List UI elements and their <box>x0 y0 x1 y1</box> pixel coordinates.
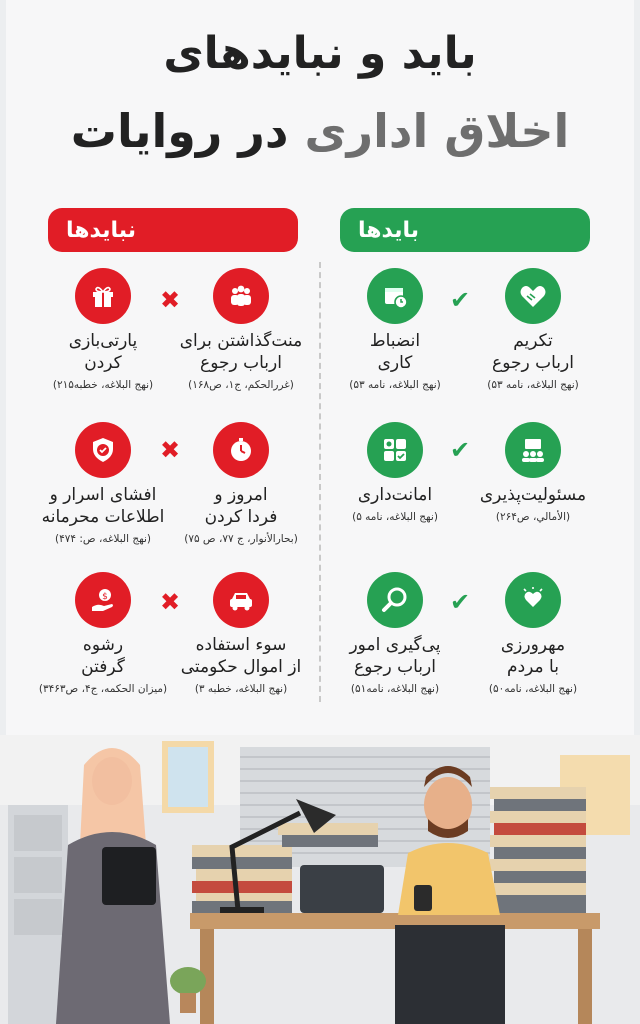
do-item-label: پی‌گیری امور ارباب رجوع <box>349 635 441 677</box>
team-board-icon <box>505 422 561 478</box>
dont-item <box>166 572 316 695</box>
dont-item-source: (غررالحکم، ج۱، ص۱۶۸) <box>188 379 294 391</box>
gift-icon <box>75 268 131 324</box>
dont-item <box>28 422 181 545</box>
dont-header: نبایدها <box>48 208 298 252</box>
dont-item-source: (نهج البلاغه، ص: ۴۷۴) <box>55 533 151 545</box>
money-hand-icon <box>75 572 131 628</box>
do-header: بایدها <box>340 208 590 252</box>
dont-item-source: (میزان الحکمه، ج۴، ص۳۴۶۳) <box>38 683 168 695</box>
title-gray-part: اخلاق اداری <box>304 104 570 158</box>
stopwatch-icon <box>213 422 269 478</box>
do-item-source: (نهج البلاغه، نامه۵۱) <box>350 683 440 695</box>
do-item <box>320 268 470 391</box>
dont-item-source: (نهج البلاغه، خطبه۲۱۵) <box>52 379 154 391</box>
office-illustration <box>0 735 640 1024</box>
check-icon: ✔ <box>450 286 471 314</box>
dont-item-label: سوء استفاده از اموال حکومتی <box>180 635 302 677</box>
trust-icon <box>367 422 423 478</box>
dont-item-label: امروز و فردا کردن <box>204 485 278 527</box>
calendar-clock-icon <box>367 268 423 324</box>
do-item <box>320 422 470 523</box>
check-icon: ✔ <box>450 436 471 464</box>
shield-check-icon <box>75 422 131 478</box>
do-item <box>458 268 608 391</box>
dont-item <box>28 268 181 391</box>
dont-item <box>28 572 181 695</box>
do-item <box>458 422 608 523</box>
dont-item-label: منت‌گذاشتن برای ارباب رجوع <box>179 331 303 373</box>
people-group-icon <box>213 268 269 324</box>
dont-item-source: (بحارالأنوار، ج ۷۷، ص ۷۵) <box>184 533 298 545</box>
check-icon: ✔ <box>450 588 471 616</box>
magnifier-icon <box>367 572 423 628</box>
dont-item-label: رشوه گرفتن <box>81 635 125 677</box>
title-dark-part: در روایات <box>70 104 289 158</box>
title-line-1: باید و نبایدهای <box>163 28 477 79</box>
do-item-source: (الأمالي، ص۲۶۴) <box>495 511 571 523</box>
do-item <box>458 572 608 695</box>
dont-item-label: افشای اسرار و اطلاعات محرمانه <box>41 485 165 527</box>
car-icon <box>213 572 269 628</box>
do-item-label: انضباط کاری <box>369 331 421 373</box>
title-line-2 <box>0 104 640 158</box>
x-mark-icon: ✖ <box>160 436 181 464</box>
do-item-label: تکریم ارباب رجوع <box>492 331 574 373</box>
heart-hand-icon <box>505 572 561 628</box>
do-item <box>320 572 470 695</box>
dont-item-label: پارتی‌بازی کردن <box>68 331 138 373</box>
do-item-label: مهرورزی با مردم <box>500 635 566 677</box>
dont-item <box>166 268 316 391</box>
dont-item <box>166 422 316 545</box>
do-item-label: امانت‌داری <box>357 485 433 505</box>
dont-item-source: (نهج البلاغه، خطبه ۳) <box>194 683 288 695</box>
x-mark-icon: ✖ <box>160 286 181 314</box>
x-mark-icon: ✖ <box>160 588 181 616</box>
do-item-label: مسئولیت‌پذیری <box>479 485 587 505</box>
do-item-source: (نهج البلاغه، نامه ۵۳) <box>487 379 579 391</box>
do-item-source: (نهج البلاغه، نامه ۵۳) <box>349 379 441 391</box>
svg-text:$: $ <box>102 592 108 602</box>
handshake-heart-icon <box>505 268 561 324</box>
do-item-source: (نهج البلاغه، نامه۵۰) <box>488 683 578 695</box>
do-item-source: (نهج البلاغه، نامه ۵) <box>352 511 438 523</box>
